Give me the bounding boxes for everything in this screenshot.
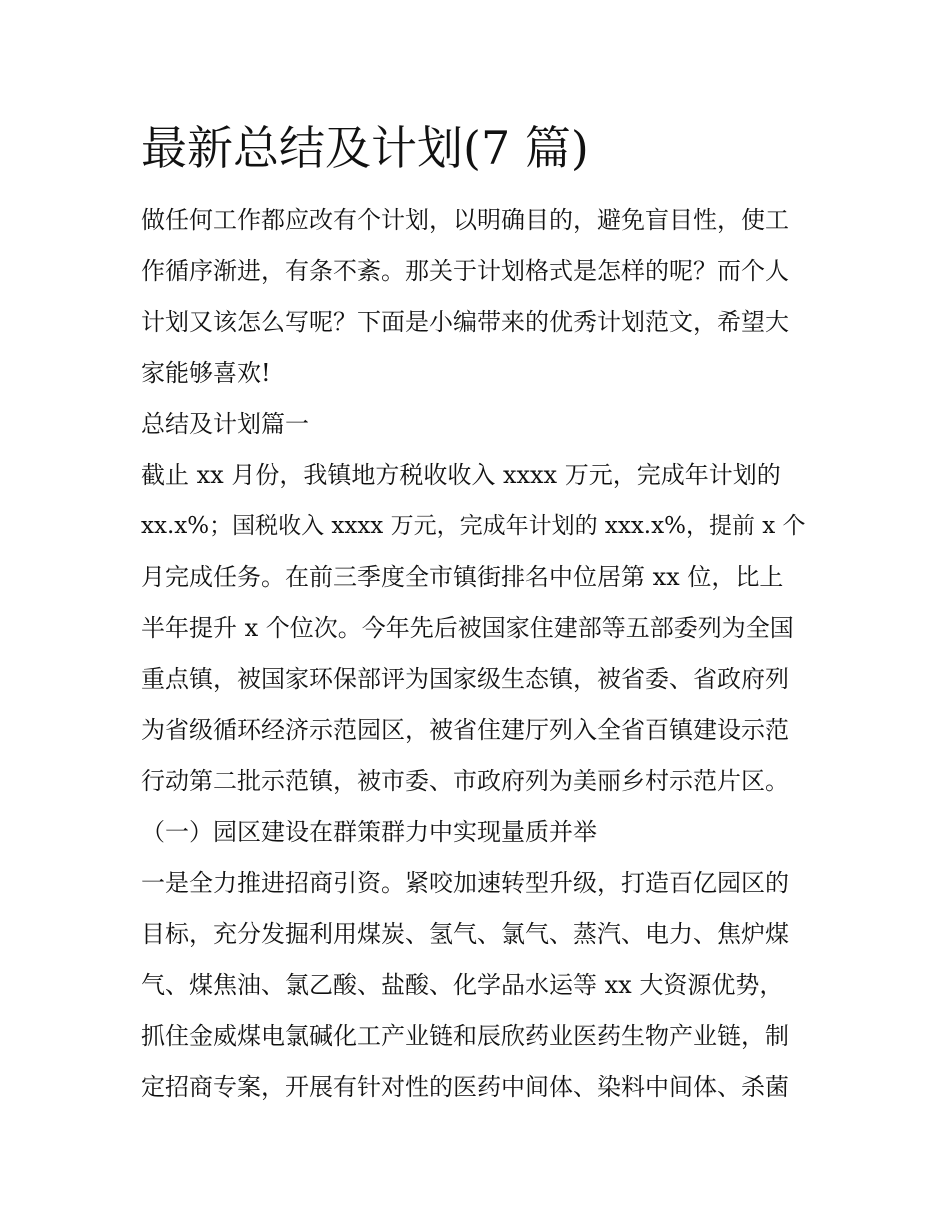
body-line: 行动第二批示范镇，被市委、市政府列为美丽乡村示范片区。 [141, 767, 789, 795]
body-line: 一是全力推进招商引资。紧咬加速转型升级，打造百亿园区的 [141, 869, 789, 897]
intro-line: 家能够喜欢! [141, 359, 271, 387]
body-line: 半年提升 x 个位次。今年先后被国家住建部等五部委列为全国 [141, 614, 794, 642]
body-line: xx.x%；国税收入 xxxx 万元，完成年计划的 xxx.x%，提前 x 个 [141, 513, 806, 539]
body-line: 目标，充分发掘利用煤炭、氢气、氯气、蒸汽、电力、焦炉煤 [141, 920, 789, 948]
intro-line: 作循序渐进，有条不紊。那关于计划格式是怎样的呢？而个人 [141, 257, 789, 285]
body-line: 为省级循环经济示范园区，被省住建厅列入全省百镇建设示范 [141, 716, 789, 744]
body-line: 截止 xx 月份，我镇地方税收收入 xxxx 万元，完成年计划的 [141, 461, 781, 489]
document-title: 最新总结及计划(7 篇) [141, 121, 589, 175]
body-line: 定招商专案，开展有针对性的医药中间体、染料中间体、杀菌 [141, 1073, 789, 1101]
intro-line: 做任何工作都应改有个计划，以明确目的，避免盲目性，使工 [141, 206, 789, 234]
body-line: 抓住金威煤电氯碱化工产业链和辰欣药业医药生物产业链，制 [141, 1022, 789, 1050]
section-heading: 总结及计划篇一 [141, 410, 309, 438]
body-line: 月完成任务。在前三季度全市镇街排名中位居第 xx 位，比上 [141, 563, 784, 591]
body-line: 重点镇，被国家环保部评为国家级生态镇，被省委、省政府列 [141, 665, 789, 693]
subsection-heading: （一）园区建设在群策群力中实现量质并举 [141, 818, 597, 846]
intro-line: 计划又该怎么写呢？下面是小编带来的优秀计划范文，希望大 [141, 308, 789, 336]
body-line: 气、煤焦油、氯乙酸、盐酸、化学品水运等 xx 大资源优势， [141, 971, 784, 999]
